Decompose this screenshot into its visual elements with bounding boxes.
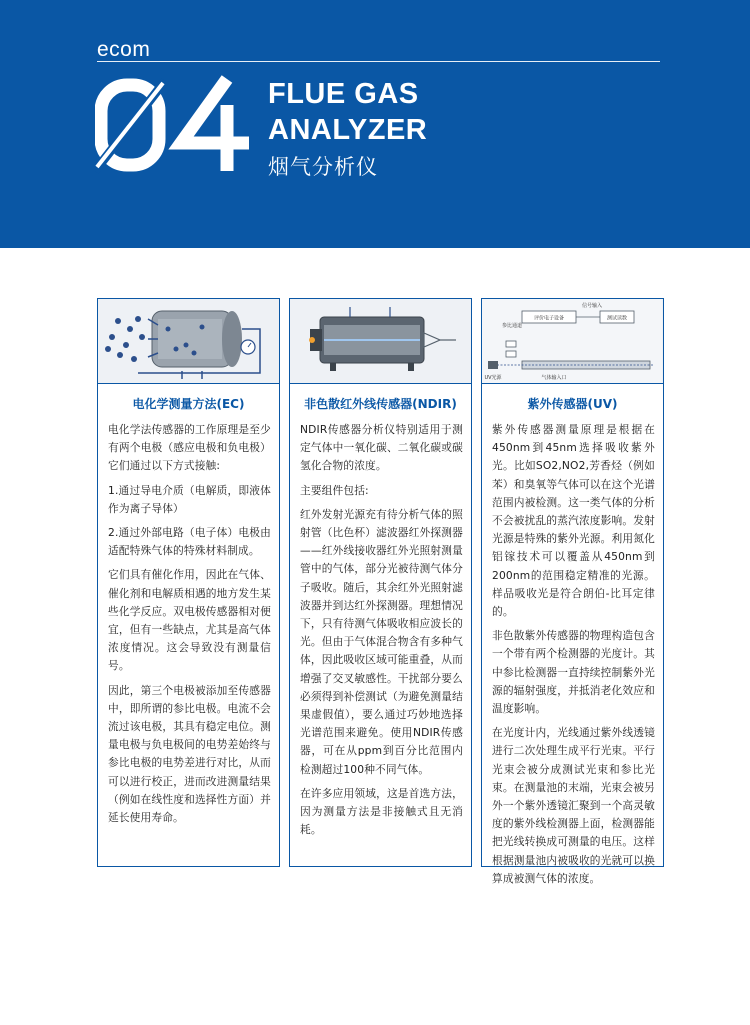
uv-label-readout: 测试读数 bbox=[606, 315, 628, 322]
uv-label-signal: 信号输入 bbox=[581, 303, 603, 309]
brand-divider bbox=[97, 61, 660, 62]
column-uv bbox=[481, 298, 664, 885]
uv-paragraph: 非色散紫外传感器的物理构造包含一个带有两个检测器的光度计。其中参比检测器一直持续控制紫外光源的辐射强度，并抵消老化效应和温度影响。 bbox=[492, 629, 655, 716]
column-ndir bbox=[289, 298, 472, 867]
uv-body bbox=[482, 421, 663, 888]
ec-paragraph: 电化学法传感器的工作原理是至少有两个电极（感应电极和负电极）它们通过以下方式接触: bbox=[108, 423, 271, 473]
ec-title: 电化学测量方法(EC) bbox=[132, 397, 245, 411]
header-banner bbox=[0, 0, 750, 248]
uv-paragraph: 紫外传感器测量原理是根据在450nm到45nm选择吸收紫外光。比如SO2,NO2,芳香烃（例如苯）和臭氧等气体可以在这个光谱范围内被检测。这一类气体的分析不会被扰乱的蒸汽浓度影响。发射光源是特殊的紫外光源。利用氮化铝镓技术可以覆盖从450nm到200nm的范围稳定精准的光源。样品吸收光是符合朗伯-比耳定律的。 bbox=[492, 423, 655, 619]
ec-paragraph: 1.通过导电介质（电解质，即液体作为离子导体） bbox=[108, 483, 271, 515]
chapter-number bbox=[95, 75, 255, 175]
title-line-1: FLUE GAS bbox=[268, 78, 419, 110]
ndir-body bbox=[290, 421, 471, 839]
ec-paragraph: 它们具有催化作用，因此在气体、催化剂和电解质相遇的地方发生某些化学反应。双电极传感器相对便宜，但有一些缺点，尤其是高气体浓度情况。这会导致没有测量信号。 bbox=[108, 568, 271, 673]
ndir-paragraph: 主要组件包括: bbox=[300, 483, 369, 497]
uv-paragraph: 在光度计内，光线通过紫外线透镜进行二次处理生成平行光束。平行光束会被分成测试光束和参比光束。在测量池的末端，光束会被另外一个紫外透镜汇聚到一个高灵敏度的紫外线检测器上面，检测器能把光线转换成可测量的电压。这样根据测量池内被吸收的光就可以换算成被测气体的浓度。 bbox=[492, 726, 655, 885]
title-line-2: ANALYZER bbox=[268, 114, 428, 146]
uv-label-source: UV光源 bbox=[484, 375, 502, 381]
ec-sensor-illustration bbox=[98, 299, 279, 384]
uv-label-eval: 评价电子设备 bbox=[533, 315, 565, 322]
ec-body bbox=[98, 421, 279, 827]
uv-title: 紫外传感器(UV) bbox=[527, 397, 618, 411]
ndir-paragraph: 红外发射光源充有待分析气体的照射管（比色杯）滤波器红外探测器——红外线接收器红外光照射测量管中的气体，部分光被待测气体分子吸收。随后，其余红外光照射滤波器并到达红外探测器。理想情况下，只有待测气体吸收相应波长的光。但由于气体混合物含有多种气体，因此吸收区域可能重叠，从而增强了交叉敏感性。干扰部分要么必须得到补偿测试（为避免测量结果虚假值），要么通过巧妙地选择光谱范围来避免。使用NDIR传感器，可在从ppm到百分比范围内检测超过100种不同气体。 bbox=[300, 507, 463, 776]
chapter-number-text: 04 bbox=[95, 75, 97, 76]
brand-logo: ecom bbox=[97, 38, 151, 61]
uv-label-reference: 参比通道 bbox=[501, 323, 523, 329]
page-title bbox=[268, 76, 427, 148]
uv-label-gas-inlet: 气体输入口 bbox=[541, 375, 567, 381]
ndir-paragraph: 在许多应用领域，这是首选方法，因为测量方法是非接触式且无消耗。 bbox=[300, 786, 463, 837]
column-ec bbox=[97, 298, 280, 867]
ec-paragraph: 因此，第三个电极被添加至传感器中，即所谓的参比电极。电流不会流过该电极，其具有稳定电位。测量电极与负电极间的电势差始终与参比电极的电势差进行对比，从而可以进行校正，进而改进测量结果（例如在线性度和选择性方面）并延长使用寿命。 bbox=[108, 683, 271, 825]
uv-sensor-diagram bbox=[482, 299, 663, 384]
ndir-paragraph: NDIR传感器分析仪特别适用于测定气体中一氧化碳、二氧化碳或碳氢化合物的浓度。 bbox=[300, 423, 463, 473]
ndir-sensor-illustration bbox=[290, 299, 471, 384]
ndir-title: 非色散红外线传感器(NDIR) bbox=[304, 397, 457, 411]
ec-paragraph: 2.通过外部电路（电子体）电极由适配特殊气体的特殊材料制成。 bbox=[108, 526, 271, 558]
page-title-cn: 烟气分析仪 bbox=[268, 155, 378, 179]
